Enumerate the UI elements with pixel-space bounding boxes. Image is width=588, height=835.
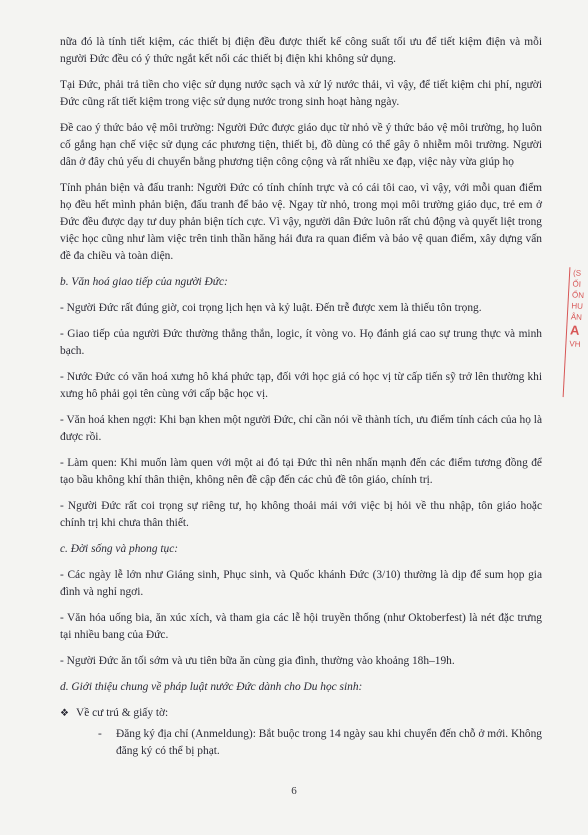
diamond-bullet-icon: ❖ <box>60 708 69 719</box>
section-b-item-compliments: - Văn hoá khen ngợi: Khi bạn khen một người Đức, chỉ cần nói về thành tích, ưu điểm tính cách của họ là được rồi. <box>60 414 542 443</box>
stamp-line: ÂN <box>570 312 583 322</box>
section-d-heading: d. Giới thiệu chung về pháp luật nước Đức dành cho Du học sinh: <box>60 681 363 693</box>
page-content <box>60 34 542 760</box>
section-b-heading: b. Văn hoá giao tiếp của người Đức: <box>60 276 228 288</box>
stamp-line: A <box>569 322 580 338</box>
residence-bullet-title: Về cư trú & giấy tờ: <box>76 707 169 719</box>
edge-stamp <box>563 267 588 399</box>
paragraph-critical-thinking: Tính phản biện và đấu tranh: Người Đức có tính chính trực và có cái tôi cao, vì vậy, với mỗi quan điểm họ đều hết mình phản biện, đấu tranh để bảo vệ. Ngay từ nhỏ, trong mọi môi trường giáo dục, trẻ em ở Đức đều được dạy tư duy phản biện tích cực. Vì vậy, người dân Đức luôn rất chủ động và quyết liệt trong việc học cũng như làm việc trên tinh thần hăng hái đưa ra quan điểm và bảo vệ quan điểm, xây dựng vấn đề đa chiều và toàn diện. <box>60 182 542 262</box>
dash-marker: - <box>98 728 102 740</box>
section-b-item-punctuality: - Người Đức rất đúng giờ, coi trọng lịch hẹn và kỷ luật. Đến trễ được xem là thiếu tôn trọng. <box>60 302 482 314</box>
section-c-item-beer-culture: - Văn hóa uống bia, ăn xúc xích, và tham gia các lễ hội truyền thống (như Oktoberfest) là nét đặc trưng tại nhiều bang của Đức. <box>60 612 542 641</box>
paragraph-energy-saving: nữa đó là tính tiết kiệm, các thiết bị điện đều được thiết kế công suất tối ưu để tiết kiệm điện và mỗi người Đức đều có ý thức ngắt kết nối các thiết bị điện khi không sử dụng. <box>60 36 542 65</box>
stamp-line: ỐI <box>572 279 582 289</box>
section-b-item-privacy: - Người Đức rất coi trọng sự riêng tư, họ không thoải mái với việc bị hỏi về thu nhập, tôn giáo hoặc chính trị khi chưa thân thiết. <box>60 500 542 529</box>
section-b-item-addressing: - Nước Đức có văn hoá xưng hô khá phức tạp, đối với học giả có học vị từ cấp tiến sỹ trở lên thường khi xưng hô phải gọi tên cùng với cấp bậc học vị. <box>60 371 542 400</box>
paragraph-environment: Đề cao ý thức bảo vệ môi trường: Người Đức được giáo dục từ nhỏ về ý thức bảo vệ môi trường, họ luôn cố gắng hạn chế việc sử dụng các phương tiện, thiết bị, đồ dùng có thể gây ô nhiễm môi trường. Người dân ở đây chủ yếu di chuyển bằng phương tiện công cộng và rất nhiều xe đạp, việc này vừa giúp họ <box>60 122 542 168</box>
stamp-line: (S <box>572 268 582 278</box>
section-c-item-holidays: - Các ngày lễ lớn như Giáng sinh, Phục sinh, và Quốc khánh Đức (3/10) thường là dịp để sum họp gia đình và nghỉ ngơi. <box>60 569 542 598</box>
stamp-line: VH <box>569 339 581 349</box>
stamp-line: HU <box>571 301 584 311</box>
section-b-item-acquaintance: - Làm quen: Khi muốn làm quen với một ai đó tại Đức thì nên nhấn mạnh đến các điểm tương đồng để tạo bầu không khí thân thiện, không nên đề cập đến các chủ đề tôn giáo, chính trị. <box>60 457 542 486</box>
section-c-heading: c. Đời sống và phong tục: <box>60 543 179 555</box>
section-b-item-directness: - Giao tiếp của người Đức thường thẳng thắn, logic, ít vòng vo. Họ đánh giá cao sự trung thực và minh bạch. <box>60 328 542 357</box>
page-number: 6 <box>291 785 297 797</box>
stamp-line: ỐN <box>571 290 585 300</box>
residence-sub-item-text: Đăng ký địa chỉ (Anmeldung): Bắt buộc trong 14 ngày sau khi chuyển đến chỗ ở mới. Không đăng ký có thể bị phạt. <box>116 728 542 757</box>
section-c-item-dinner: - Người Đức ăn tối sớm và ưu tiên bữa ăn cùng gia đình, thường vào khoảng 18h–19h. <box>60 655 455 667</box>
residence-sub-item-anmeldung <box>98 726 542 760</box>
paragraph-water-saving: Tại Đức, phải trả tiền cho việc sử dụng nước sạch và xử lý nước thải, vì vậy, để tiết kiệm chi phí, người Đức cũng rất tiết kiệm trong việc sử dụng nước trong sinh hoạt hàng ngày. <box>60 79 542 108</box>
residence-bullet <box>60 705 542 722</box>
